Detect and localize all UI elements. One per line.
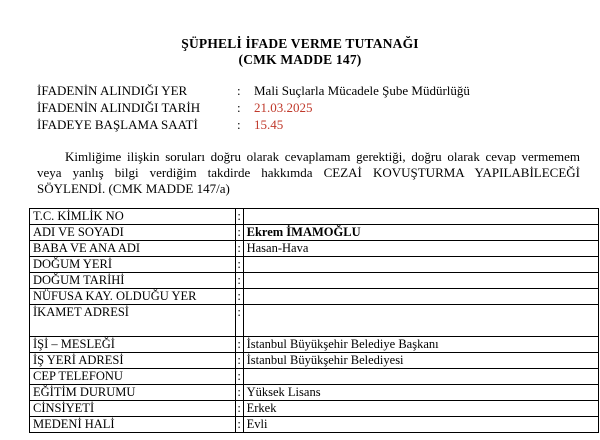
field-label: İKAMET ADRESİ <box>30 305 236 337</box>
field-value <box>243 209 598 225</box>
meta-value: 21.03.2025 <box>254 100 313 115</box>
field-colon: : <box>235 257 243 273</box>
field-label: NÜFUSA KAY. OLDUĞU YER <box>30 289 236 305</box>
meta-label: İFADENİN ALINDIĞI YER <box>37 83 188 98</box>
meta-colon: : <box>237 117 241 132</box>
meta-label: İFADEYE BAŞLAMA SAATİ <box>37 117 198 132</box>
field-value: Yüksek Lisans <box>243 385 598 401</box>
field-label: BABA VE ANA ADI <box>30 241 236 257</box>
field-colon: : <box>235 305 243 337</box>
identity-table-body <box>30 209 599 433</box>
field-colon: : <box>235 353 243 369</box>
field-colon: : <box>235 337 243 353</box>
table-row <box>30 305 599 337</box>
table-row <box>30 337 599 353</box>
table-row <box>30 289 599 305</box>
field-colon: : <box>235 225 243 241</box>
field-value <box>243 257 598 273</box>
field-value <box>243 369 598 385</box>
meta-value: Mali Suçlarla Mücadele Şube Müdürlüğü <box>254 83 470 98</box>
field-colon: : <box>235 401 243 417</box>
table-row <box>30 417 599 433</box>
field-value: Hasan-Hava <box>243 241 598 257</box>
field-label: EĞİTİM DURUMU <box>30 385 236 401</box>
table-row <box>30 241 599 257</box>
meta-value: 15.45 <box>254 117 284 132</box>
field-label: MEDENİ HALİ <box>30 417 236 433</box>
table-row <box>30 273 599 289</box>
field-label: CİNSİYETİ <box>30 401 236 417</box>
table-row <box>30 225 599 241</box>
document-title: ŞÜPHELİ İFADE VERME TUTANAĞI <box>181 36 419 51</box>
meta-label: İFADENİN ALINDIĞI TARİH <box>37 100 201 115</box>
field-colon: : <box>235 209 243 225</box>
field-label: T.C. KİMLİK NO <box>30 209 236 225</box>
field-label: İŞİ – MESLEĞİ <box>30 337 236 353</box>
field-colon: : <box>235 369 243 385</box>
field-value: Erkek <box>243 401 598 417</box>
field-value: İstanbul Büyükşehir Belediye Başkanı <box>243 337 598 353</box>
warning-paragraph <box>37 149 580 197</box>
field-colon: : <box>235 273 243 289</box>
table-row <box>30 209 599 225</box>
table-row <box>30 401 599 417</box>
warning-text: Kimliğime ilişkin soruları doğru olarak cevaplamam gerektiği, doğru olarak cevap vermemem veya yanlış bilgi verdiğim takdirde hakkımda CEZAİ KOVUŞTURMA YAPILABİLECEĞİ SÖYLENDİ. (CMK MADDE 147/a) <box>37 149 580 196</box>
field-label: DOĞUM TARİHİ <box>30 273 236 289</box>
field-colon: : <box>235 417 243 433</box>
identity-table <box>29 208 599 433</box>
table-row <box>30 257 599 273</box>
field-value: Evli <box>243 417 598 433</box>
meta-colon: : <box>237 100 241 115</box>
table-row <box>30 385 599 401</box>
field-value: İstanbul Büyükşehir Belediyesi <box>243 353 598 369</box>
field-label: CEP TELEFONU <box>30 369 236 385</box>
field-value <box>243 273 598 289</box>
field-label: ADI VE SOYADI <box>30 225 236 241</box>
field-value <box>243 289 598 305</box>
document-subtitle: (CMK MADDE 147) <box>238 52 362 67</box>
field-value <box>243 305 598 337</box>
table-row <box>30 369 599 385</box>
field-colon: : <box>235 241 243 257</box>
field-colon: : <box>235 289 243 305</box>
meta-colon: : <box>237 83 241 98</box>
field-label: İŞ YERİ ADRESİ <box>30 353 236 369</box>
field-colon: : <box>235 385 243 401</box>
field-value: Ekrem İMAMOĞLU <box>243 225 598 241</box>
field-label: DOĞUM YERİ <box>30 257 236 273</box>
table-row <box>30 353 599 369</box>
